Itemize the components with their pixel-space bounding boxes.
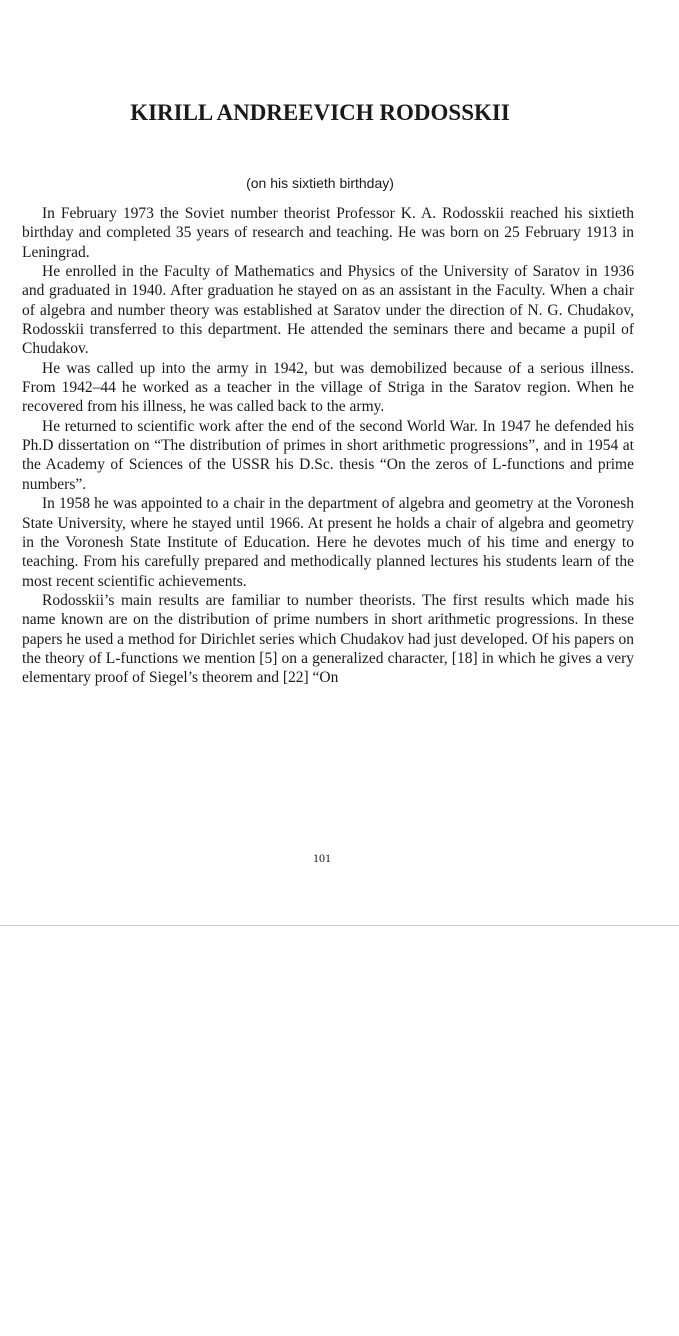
paragraph-army: He was called up into the army in 1942, but was demobilized because of a serious illness. From 1942–44 he worked as a teacher in the village of Striga in the Saratov region. When he recovered from his illness, he was called back to the army. <box>22 359 634 416</box>
paragraph-education: He enrolled in the Faculty of Mathematics and Physics of the University of Saratov in 1936 and graduated in 1940. After graduation he stayed on as an assistant in the Faculty. When a chair of algebra and number theory was established at Saratov under the direction of N. G. Chudakov, Rodosskii transferred to this department. He attended the seminars there and became a pupil of Chudakov. <box>22 263 634 358</box>
page-number: 101 <box>313 851 331 865</box>
article-subtitle: (on his sixtieth birthday) <box>246 175 394 191</box>
paragraph-voronesh: In 1958 he was appointed to a chair in the department of algebra and geometry at the Voronesh State University, where he stayed until 1966. At present he holds a chair of algebra and geometry in the Voronesh State Institute of Education. Here he devotes much of his time and energy to teaching. From his carefully prepared and methodically planned lectures his students learn of the most recent scientific achievements. <box>22 495 634 590</box>
article-body <box>22 204 634 688</box>
page-edge-divider <box>0 925 679 926</box>
paragraph-intro: In February 1973 the Soviet number theorist Professor K. A. Rodosskii reached his sixtieth birthday and completed 35 years of research and teaching. He was born on 25 February 1913 in Leningrad. <box>22 205 634 261</box>
paragraph-results: Rodosskii’s main results are familiar to number theorists. The first results which made his name known are on the distribution of prime numbers in short arithmetic progressions. In these papers he used a method for Dirichlet series which Chudakov had just developed. Of his papers on the theory of L-functions we mention [5] on a generalized character, [18] in which he gives a very elementary proof of Siegel’s theorem and [22] “On <box>22 591 634 687</box>
article-title: KIRILL ANDREEVICH RODOSSKII <box>130 100 510 125</box>
paragraph-dissertation: He returned to scientific work after the end of the second World War. In 1947 he defended his Ph.D dissertation on “The distribution of primes in short arithmetic progressions”, and in 1954 at the Academy of Sciences of the USSR his D.Sc. thesis “On the zeros of L-functions and prime numbers”. <box>22 417 634 493</box>
